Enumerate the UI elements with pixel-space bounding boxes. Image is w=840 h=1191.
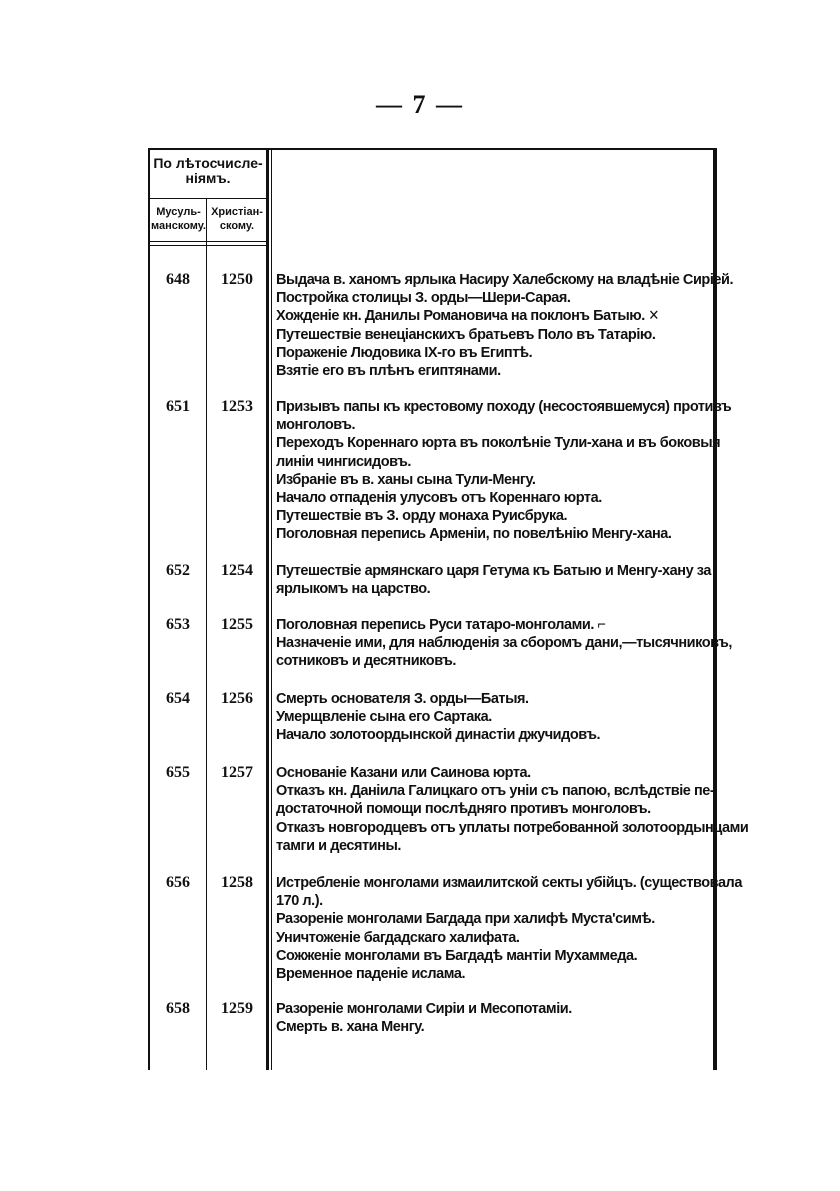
event-item: Переходъ Кореннаго юрта въ поколѣніе Тули-хана и въ боковыя линіи чингисидовъ. [276,435,721,470]
event-item: Путешествіе въ З. орду монаха Руисбрука. [276,508,568,525]
events-list [276,764,749,855]
header-muslim-text: Мусуль- манскому. [150,206,206,232]
event-item: Истребленіе монголами измаилитской секты убійцъ. (существовала 170 л.). [276,875,742,910]
event-item: Отказъ кн. Даніила Галицкаго отъ уніи съ папою, вслѣдствіе пе- достаточной помощи послѣдняго противъ монголовъ. [276,783,715,818]
event-item: Пораженіе Людовика IX-го въ Египтѣ. [276,344,533,361]
column-divider [206,199,207,1070]
event-item: Основаніе Казани или Саинова юрта. [276,765,531,781]
header-bottom-rule [150,241,267,246]
events-list [276,271,734,380]
events-list [276,690,714,745]
event-item: Поголовная перепись Арменіи, по повелѣнію Менгу-хана. [276,526,672,543]
header-chronology-text: По лѣтосчисле- ніямъ. [153,155,263,186]
event-item: Взятіе его въ плѣнъ египтянами. [276,363,501,380]
year-christian: 1257 [221,764,253,781]
header-muslim [150,205,207,233]
event-item: Уничтоженіе багдадскаго халифата. [276,929,520,946]
year-muslim: 652 [166,562,190,579]
year-muslim: 651 [166,398,190,415]
event-item: Разореніе монголами Багдада при халифѣ Муста'симѣ. [276,911,655,928]
event-item: Призывъ папы къ крестовому походу (несостоявшемуся) противъ монголовъ. [276,399,732,434]
column-divider-main [266,150,269,1070]
event-item: Путешествіе венеціанскихъ братьевъ Поло въ Татарію. [276,326,656,343]
year-christian: 1255 [221,616,253,633]
event-item: Избраніе въ в. ханы сына Тули-Менгу. [276,471,536,488]
event-item: Путешествіе армянскаго царя Гетума къ Батыю и Менгу-хану за ярлыкомъ на царство. [276,563,711,598]
event-item: Разореніе монголами Сиріи и Месопотаміи. [276,1001,572,1017]
events-list [276,1000,714,1036]
event-item: Сожженіе монголами въ Багдадѣ мантіи Мухаммеда. [276,947,638,964]
year-christian: 1258 [221,874,253,891]
year-muslim: 653 [166,616,190,633]
year-christian: 1250 [221,271,253,288]
event-item: Постройка столицы З. орды—Шери-Сарая. [276,290,571,307]
event-item: Начало отпаденія улусовъ отъ Кореннаго юрта. [276,490,602,507]
event-item: Поголовная перепись Руси татаро-монголами. ⌐ [276,617,606,633]
year-muslim: 654 [166,690,190,707]
event-item: Временное паденіе ислама. [276,966,466,983]
header-rule [150,198,267,199]
year-muslim: 658 [166,1000,190,1017]
events-list [276,562,714,598]
page-number: — 7 — [376,90,464,119]
year-muslim: 648 [166,271,190,288]
event-item: Отказъ новгородцевъ отъ уплаты потребованной золотоордынцами тамги и десятины. [276,819,749,854]
event-item: Начало золотоордынской династіи джучидовъ. [276,727,601,744]
year-christian: 1254 [221,562,253,579]
event-item: Смерть в. хана Менгу. [276,1019,425,1036]
chronology-table [148,148,749,1070]
event-item: Смерть основателя З. орды—Батыя. [276,691,529,707]
year-christian: 1256 [221,690,253,707]
year-muslim: 655 [166,764,190,781]
year-muslim: 656 [166,874,190,891]
event-item: Умерщвленіе сына его Сартака. [276,709,492,726]
events-list [276,616,732,671]
year-christian: 1253 [221,398,253,415]
year-christian: 1259 [221,1000,253,1017]
header-christian [208,205,266,233]
column-divider-main-inner [271,150,272,1070]
event-item: Выдача в. ханомъ ярлыка Насиру Халебскому на владѣніе Сиріей. [276,272,734,288]
events-list [276,874,742,983]
events-list [276,398,732,544]
event-item: Хожденіе кн. Данилы Романовича на поклонъ Батыю. ✕ [276,308,659,325]
header-chronology-group [150,156,266,186]
event-item: Назначеніе ими, для наблюденія за сборомъ дани,—тысячниковъ, сотниковъ и десятниковъ. [276,635,732,670]
header-christian-text: Христіан- скому. [211,206,263,232]
